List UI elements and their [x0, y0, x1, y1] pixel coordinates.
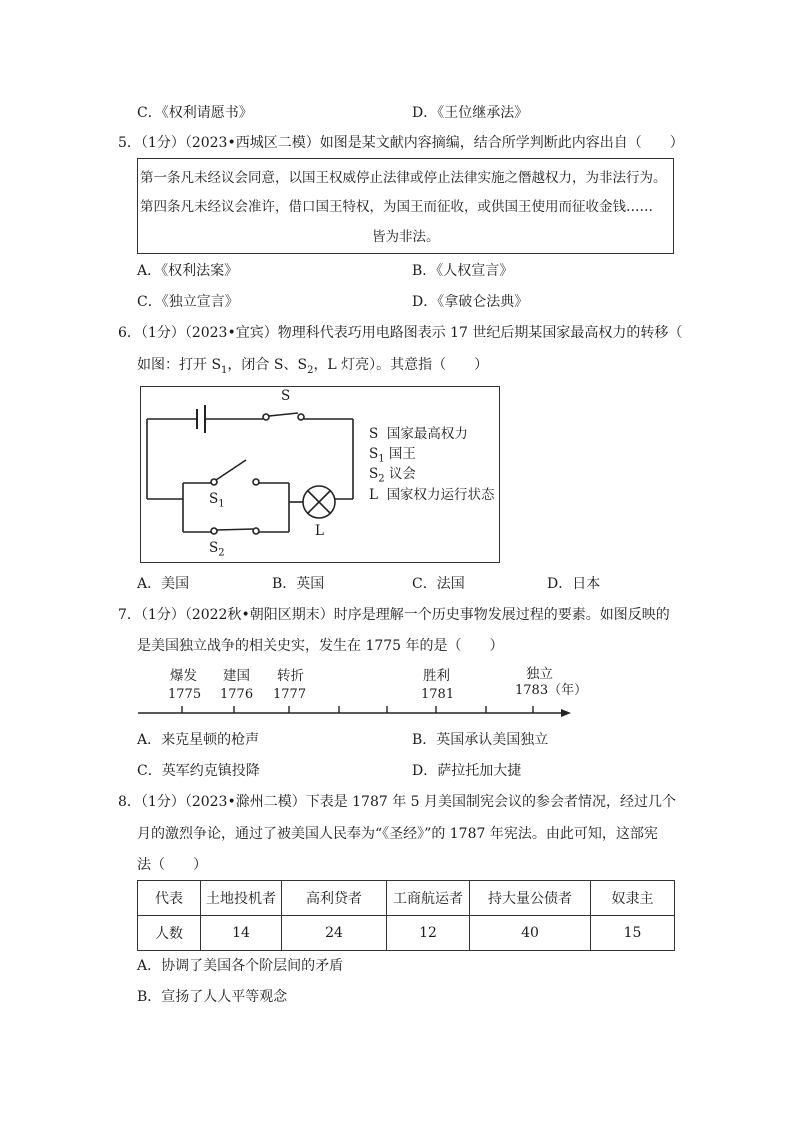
timeline-year-4: 1781	[421, 687, 455, 702]
timeline-event-2: 建国	[223, 668, 250, 684]
q6-option-c[interactable]: C．法国	[412, 576, 465, 592]
q8-option-a[interactable]: A．协调了美国各个阶层间的矛盾	[137, 958, 344, 974]
table-header-cell: 持大量公债者	[470, 881, 591, 916]
table-header-cell: 工商航运者	[387, 881, 470, 916]
legend-l: L 国家权力运行状态	[369, 487, 495, 503]
table-cell: 12	[387, 916, 470, 951]
delegates-table	[137, 880, 675, 951]
q6-stem-line-1: 6．（1分）（2023•宜宾）物理科代表巧用电路图表示 17 世纪后期某国家最高权力的转移（	[118, 325, 683, 341]
q4-option-c[interactable]: C．《权利请愿书》	[137, 105, 253, 121]
timeline-event-3: 转折	[277, 668, 304, 684]
timeline-event-1: 爆发	[170, 668, 197, 684]
timeline-axis	[136, 702, 576, 726]
q5-option-b[interactable]: B．《人权宣言》	[412, 263, 514, 279]
timeline-year-1: 1775	[168, 687, 202, 702]
q6-option-a[interactable]: A．美国	[137, 576, 190, 592]
table-cell: 24	[282, 916, 387, 951]
table-cell: 14	[201, 916, 282, 951]
table-header-cell: 土地投机者	[201, 881, 282, 916]
timeline-event-5: 独立	[526, 666, 553, 682]
q8-stem-line-2: 月的激烈争论，通过了被美国人民奉为“《圣经》”的 1787 年宪法。由此可知，这部宪	[137, 826, 658, 842]
lamp-l-label: L	[315, 523, 324, 539]
table-header-cell: 奴隶主	[591, 881, 675, 916]
timeline-year-5: 1783（年）	[515, 683, 588, 698]
q5-quote-line-3: 皆为非法。	[372, 229, 440, 245]
table-cell: 15	[591, 916, 675, 951]
timeline-year-3: 1777	[273, 687, 307, 702]
q7-option-c[interactable]: C．英军约克镇投降	[137, 763, 260, 779]
q5-option-a[interactable]: A．《权利法案》	[137, 263, 239, 279]
q5-quote-line-2: 第四条凡未经议会准许，借口国王特权，为国王而征收，或供国王使用而征收金钱……	[140, 199, 653, 215]
q7-option-d[interactable]: D．萨拉托加大捷	[412, 763, 522, 779]
table-cell: 人数	[138, 916, 201, 951]
table-header-cell: 高利贷者	[282, 881, 387, 916]
q7-option-b[interactable]: B．英国承认美国独立	[412, 732, 549, 748]
switch-s-label: S	[281, 388, 291, 404]
q4-option-d[interactable]: D．《王位继承法》	[412, 105, 529, 121]
timeline-year-2: 1776	[220, 687, 254, 702]
q7-option-a[interactable]: A．来克星顿的枪声	[137, 732, 260, 748]
table-row	[138, 916, 675, 951]
legend-s2: $S_2$ 议会	[369, 466, 416, 485]
q5-quote-box	[137, 158, 674, 254]
table-cell: 40	[470, 916, 591, 951]
q5-stem: 5．（1分）（2023•西城区二模）如图是某文献内容摘编，结合所学判断此内容出自（ ）	[118, 135, 684, 151]
q7-stem-line-2: 是美国独立战争的相关史实，发生在 1775 年的是（ ）	[137, 638, 504, 654]
q8-option-b[interactable]: B．宣扬了人人平等观念	[137, 989, 288, 1005]
circuit-diagram	[140, 386, 500, 563]
q8-stem-line-3: 法（ ）	[137, 857, 207, 873]
q6-stem-line-2: 如图：打开 $S_1$，闭合 S、$S_2$，L 灯亮）。其意指（ ）	[137, 357, 489, 376]
legend-s: S 国家最高权力	[369, 426, 468, 442]
timeline-event-4: 胜利	[423, 668, 450, 684]
q5-quote-line-1: 第一条凡未经议会同意，以国王权威停止法律或停止法律实施之僭越权力，为非法行为。	[140, 170, 667, 186]
switch-s2-label: $S_2$	[209, 540, 225, 559]
q6-option-b[interactable]: B．英国	[272, 576, 325, 592]
q6-option-d[interactable]: D．日本	[547, 576, 601, 592]
q5-option-d[interactable]: D．《拿破仑法典》	[412, 294, 529, 310]
q7-stem-line-1: 7．（1分）（2022秋•朝阳区期末）时序是理解一个历史事物发展过程的要素。如图反映的	[118, 607, 670, 623]
table-header-row	[138, 881, 675, 916]
table-header-cell: 代表	[138, 881, 201, 916]
q5-option-c[interactable]: C．《独立宣言》	[137, 294, 239, 310]
switch-s1-label: $S_1$	[209, 491, 225, 510]
q8-stem-line-1: 8．（1分）（2023•滁州二模）下表是 1787 年 5 月美国制宪会议的参会者情况，经过几个	[118, 794, 677, 810]
legend-s1: $S_1$ 国王	[369, 446, 416, 465]
